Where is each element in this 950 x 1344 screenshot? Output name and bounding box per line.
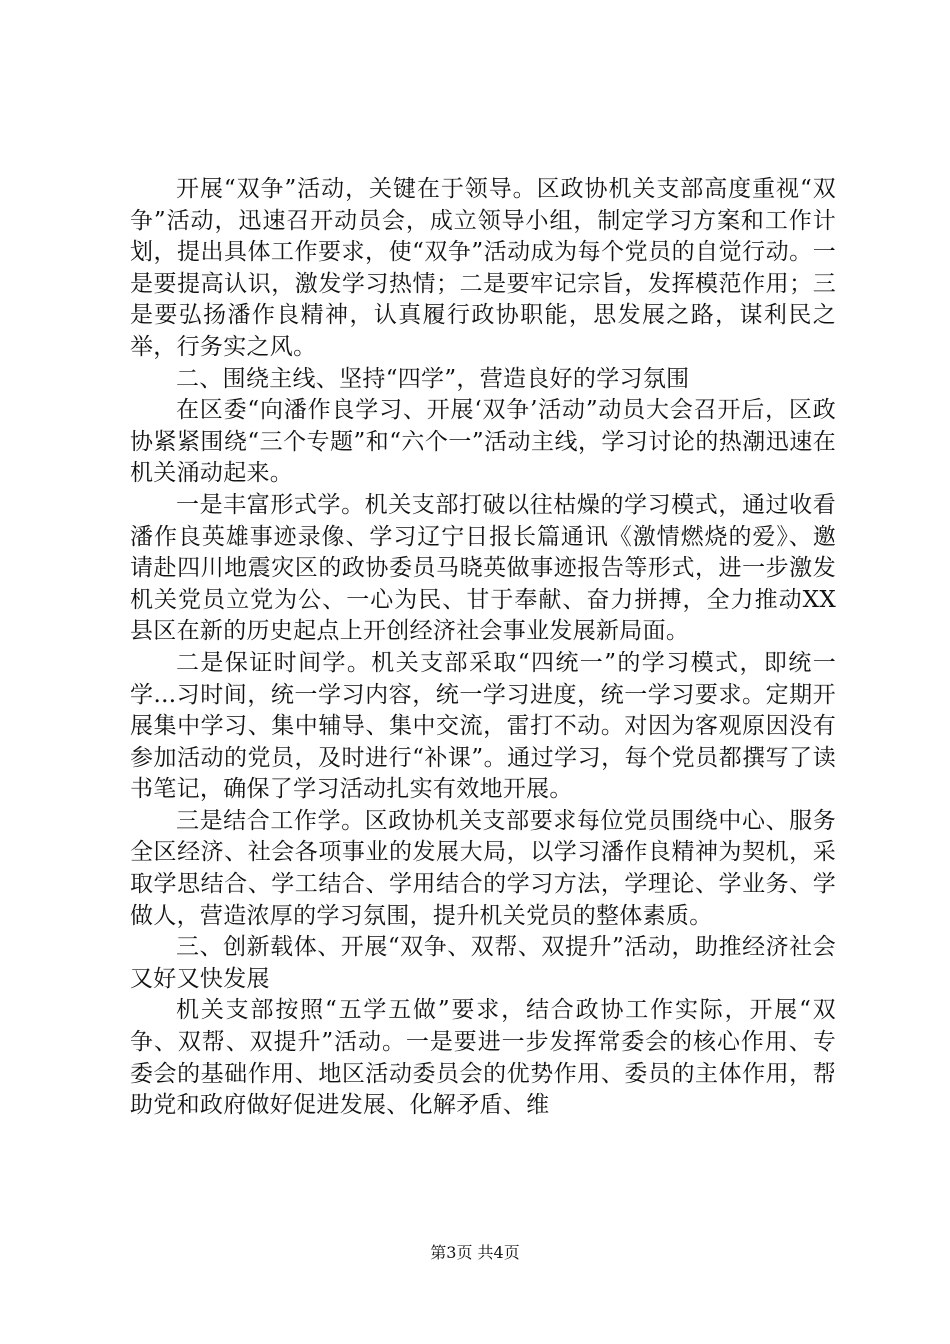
section-heading-three: 三、创新载体、开展“双争、双帮、双提升”活动，助推经济社会又好又快发展 <box>130 934 836 992</box>
paragraph-launch-activity: 开展“双争”活动，关键在于领导。区政协机关支部高度重视“双争”活动，迅速召开动员会，成立领导小组，制定学习方案和工作计划，提出具体工作要求，使“双争”活动成为每个党员的自觉行动。一是要提高认识，激发学习热情；二是要牢记宗旨，发挥模范作用；三是要弘扬潘作良精神，认真履行政协职能，思发展之路，谋利民之举，行务实之风。 <box>130 176 836 360</box>
document-body <box>130 174 836 1122</box>
paragraph-ensure-time: 二是保证时间学。机关支部采取“四统一”的学习模式，即统一学...习时间，统一学习内容，统一学习进度，统一学习要求。定期开展集中学习、集中辅导、集中交流，雷打不动。对因为客观原因没有参加活动的党员，及时进行“补课”。通过学习，每个党员都撰写了读书笔记，确保了学习活动扎实有效地开展。 <box>130 649 836 803</box>
paragraph-enrich-forms: 一是丰富形式学。机关支部打破以往枯燥的学习模式，通过收看潘作良英雄事迹录像、学习辽宁日报长篇通讯《激情燃烧的爱》、邀请赴四川地震灾区的政协委员马晓英做事迹报告等形式，进一步激发机关党员立党为公、一心为民、甘于奉献、奋力拼搏，全力推动XX县区在新的历史起点上开创经济社会事业发展新局面。 <box>130 491 836 645</box>
page-footer <box>0 1243 950 1263</box>
section-heading-two: 二、围绕主线、坚持“四学”，营造良好的学习氛围 <box>176 365 690 392</box>
paragraph-combine-work: 三是结合工作学。区政协机关支部要求每位党员围绕中心、服务全区经济、社会各项事业的发展大局，以学习潘作良精神为契机，采取学思结合、学工结合、学用结合的学习方法，学理论、学业务、学做人，营造浓厚的学习氛围，提升机关党员的整体素质。 <box>130 807 836 929</box>
paragraph-five-learn: 机关支部按照“五学五做”要求，结合政协工作实际，开展“双争、双帮、双提升”活动。一是要进一步发挥常委会的核心作用、专委会的基础作用、地区活动委员会的优势作用、委员的主体作用，帮助党和政府做好促进发展、化解矛盾、维 <box>130 997 836 1119</box>
paragraph-mobilization: 在区委“向潘作良学习、开展‘双争’活动”动员大会召开后，区政协紧紧围绕“三个专题”和“六个一”活动主线，学习讨论的热潮迅速在机关涌动起来。 <box>130 397 836 487</box>
page-number: 第3页 共4页 <box>430 1243 520 1262</box>
